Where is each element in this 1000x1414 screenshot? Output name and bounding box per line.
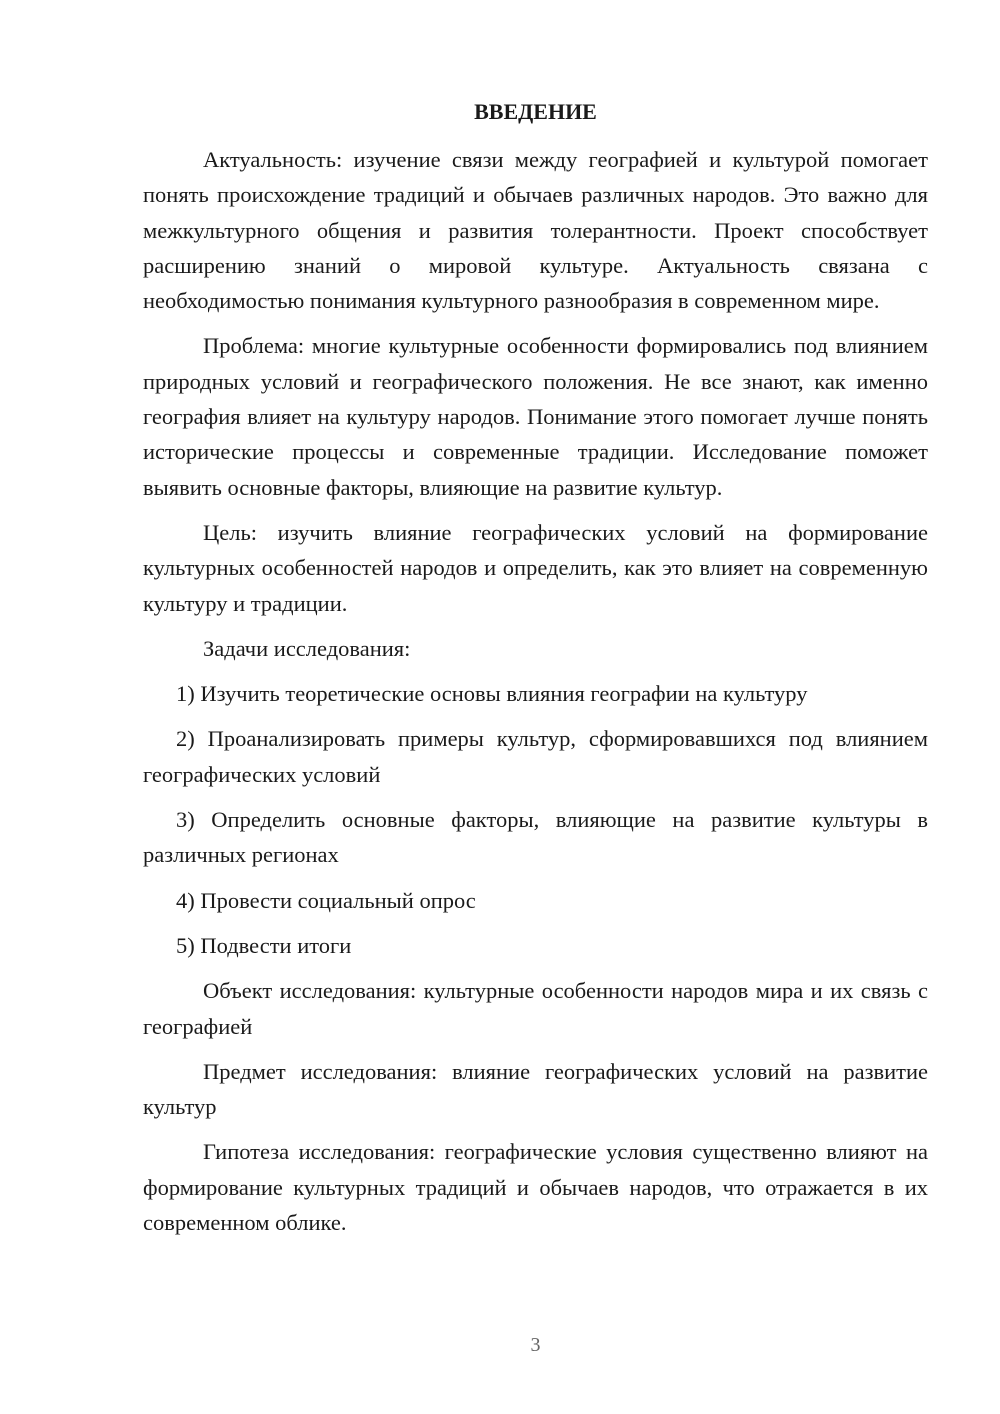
paragraph-problem: Проблема: многие культурные особенности формировались под влиянием природных условий и географического положения. Не все знают, как именно география влияет на культуру народов. Понимание этого помогает лучше понять исторические процессы и современные традиции. Исследование поможет выявить основные факторы, влияющие на развитие культур. [143,333,928,500]
paragraph-object: Объект исследования: культурные особенности народов мира и их связь с географией [143,978,928,1039]
paragraph-subject: Предмет исследования: влияние географических условий на развитие культур [143,1058,928,1120]
paragraph-tasks-heading: Задачи исследования: [203,635,411,661]
page-number: 3 [530,1334,541,1356]
paragraph-hypothesis: Гипотеза исследования: географические условия существенно влияют на формирование культурных традиций и обычаев народов, что отражается в их современном облике. [143,1139,928,1236]
document-body [143,142,928,1250]
task-item-4: 4) Провести социальный опрос [176,887,476,913]
task-item-3: 3) Определить основные факторы, влияющие на развитие культуры в различных регионах [143,807,928,868]
document-page [143,0,928,1414]
task-item-5: 5) Подвести итоги [176,932,352,958]
page-title: ВВЕДЕНИЕ [474,99,597,124]
paragraph-goal: Цель: изучить влияние географических условий на формирование культурных особенностей народов и определить, как это влияет на современную культуру и традиции. [143,519,928,616]
task-item-1: 1) Изучить теоретические основы влияния географии на культуру [176,681,808,707]
task-item-2: 2) Проанализировать примеры культур, сформировавшихся под влиянием географических условий [143,726,928,787]
paragraph-relevance: Актуальность: изучение связи между географией и культурой помогает понять происхождение традиций и обычаев различных народов. Это важно для межкультурного общения и развития толерантности. Проект способствует расширению знаний о мировой культуре. Актуальность связана с необходимостью понимания культурного разнообразия в современном мире. [143,147,928,314]
